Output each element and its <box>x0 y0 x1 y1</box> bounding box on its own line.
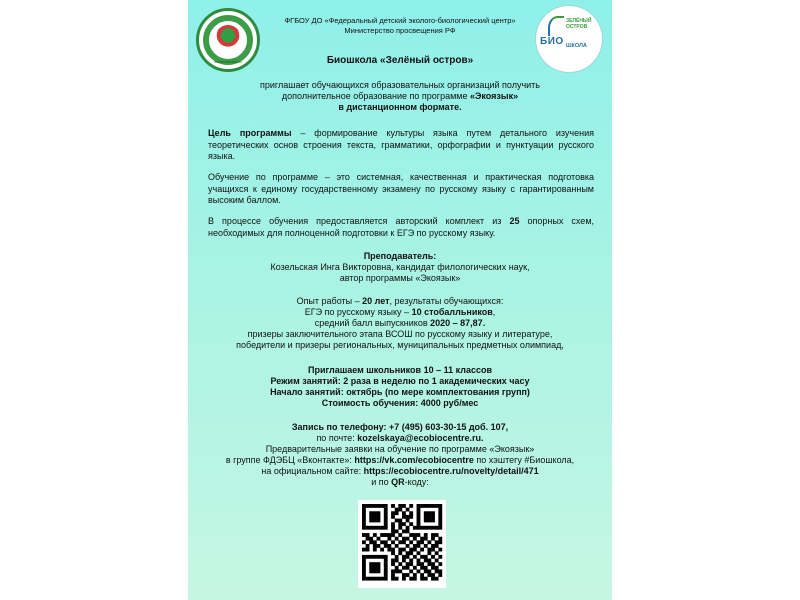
qr-module <box>362 548 366 552</box>
qr-module <box>402 529 406 533</box>
qr-module <box>362 566 366 570</box>
qr-module <box>384 515 388 519</box>
qr-module <box>373 540 377 544</box>
qr-module <box>373 515 377 519</box>
qr-module <box>417 508 421 512</box>
qr-module <box>398 526 402 530</box>
qr-module <box>391 515 395 519</box>
qr-module <box>435 577 439 581</box>
qr-module <box>409 569 413 573</box>
qr-module <box>409 515 413 519</box>
qr-module <box>417 562 421 566</box>
qr-module <box>384 511 388 515</box>
qr-module <box>377 537 381 541</box>
qr-module <box>438 526 442 530</box>
qr-module <box>362 555 366 559</box>
qr-module <box>369 562 373 566</box>
qr-module <box>384 526 388 530</box>
qr-module <box>377 515 381 519</box>
qr-module <box>402 555 406 559</box>
qr-module <box>362 519 366 523</box>
qr-module <box>431 504 435 508</box>
qr-module <box>377 544 381 548</box>
qr-module <box>417 533 421 537</box>
qr-module <box>413 566 417 570</box>
qr-module <box>420 526 424 530</box>
qr-module <box>384 504 388 508</box>
qr-module <box>362 522 366 526</box>
qr-module <box>406 515 410 519</box>
experience-info: Опыт работы – 20 лет, результаты обучающихся: ЕГЭ по русскому языку – 10 стобалльников, средний балл выпускников 2020 – 87,87. призеры заключительного этапа ВСОШ по русскому языку и литературе, победители и призеры региональных, муниципальных предметных олимпиад, <box>236 296 564 350</box>
qr-module <box>424 559 428 563</box>
qr-module <box>369 519 373 523</box>
qr-module <box>435 540 439 544</box>
qr-module <box>384 533 388 537</box>
qr-module <box>409 551 413 555</box>
organization-header <box>270 16 530 36</box>
qr-module <box>409 504 413 508</box>
email-link[interactable]: kozelskaya@ecobiocentre.ru. <box>357 433 484 443</box>
qr-module <box>420 577 424 581</box>
qr-module <box>435 533 439 537</box>
qr-module <box>427 548 431 552</box>
qr-module <box>413 537 417 541</box>
org-name: ФГБОУ ДО «Федеральный детский эколого-биологический центр» <box>284 16 516 25</box>
qr-module <box>417 522 421 526</box>
qr-module <box>373 569 377 573</box>
qr-module <box>435 569 439 573</box>
qr-module <box>369 515 373 519</box>
qr-module <box>409 540 413 544</box>
qr-module <box>387 537 391 541</box>
qr-module <box>427 569 431 573</box>
qr-module <box>402 540 406 544</box>
ministry-name: Министерство просвещения РФ <box>344 26 456 35</box>
qr-module <box>431 562 435 566</box>
qr-module <box>384 555 388 559</box>
qr-module <box>373 555 377 559</box>
qr-module <box>391 559 395 563</box>
qr-module <box>431 544 435 548</box>
qr-module <box>373 504 377 508</box>
qr-module <box>409 533 413 537</box>
logo-site-text: ecobiocentre.ru <box>214 59 242 64</box>
qr-module <box>380 533 384 537</box>
qr-module <box>427 573 431 577</box>
qr-module <box>398 508 402 512</box>
qr-module <box>395 519 399 523</box>
qr-module <box>395 566 399 570</box>
qr-module <box>438 548 442 552</box>
qr-module <box>380 526 384 530</box>
qr-code-image <box>358 500 446 588</box>
qr-module <box>384 562 388 566</box>
qr-module <box>362 511 366 515</box>
qr-module <box>391 540 395 544</box>
qr-module <box>362 577 366 581</box>
qr-module <box>413 577 417 581</box>
qr-module <box>395 555 399 559</box>
qr-module <box>402 548 406 552</box>
qr-module <box>377 519 381 523</box>
qr-module <box>427 540 431 544</box>
vk-link[interactable]: https://vk.com/ecobiocentre <box>354 455 474 465</box>
qr-module <box>424 504 428 508</box>
qr-module <box>406 508 410 512</box>
qr-module <box>384 566 388 570</box>
qr-module <box>427 519 431 523</box>
qr-module <box>366 526 370 530</box>
qr-module <box>380 540 384 544</box>
qr-module <box>369 569 373 573</box>
qr-module <box>406 544 410 548</box>
qr-module <box>391 522 395 526</box>
qr-module <box>391 533 395 537</box>
qr-module <box>427 551 431 555</box>
qr-module <box>369 504 373 508</box>
qr-module <box>438 522 442 526</box>
qr-module <box>380 504 384 508</box>
qr-module <box>409 559 413 563</box>
qr-module <box>431 533 435 537</box>
qr-module <box>391 526 395 530</box>
qr-module <box>384 519 388 523</box>
qr-module <box>406 529 410 533</box>
qr-module <box>373 544 377 548</box>
contacts-info: Запись по телефону: +7 (495) 603-30-15 доб. 107, по почте: kozelskaya@ecobiocentre.ru. Предварительные заявки на обучение по программе «Экоязык» в группе ФДЭБЦ «Вконтакте»: https://vk.com/ecobiocentre по хэштегу #Биошкола, на официальном сайте: https://ecobiocentre.ru/novelty/detail/471 и по QR-коду: <box>198 422 602 488</box>
qr-module <box>427 559 431 563</box>
qr-module <box>402 559 406 563</box>
qr-module <box>373 511 377 515</box>
qr-module <box>424 569 428 573</box>
qr-module <box>369 526 373 530</box>
qr-module <box>417 515 421 519</box>
qr-module <box>409 562 413 566</box>
phone-number: Запись по телефону: +7 (495) 603-30-15 доб. 107, <box>291 422 509 432</box>
qr-module <box>391 577 395 581</box>
qr-module <box>373 566 377 570</box>
qr-module <box>406 573 410 577</box>
qr-module <box>406 537 410 541</box>
qr-module <box>431 577 435 581</box>
qr-module <box>424 555 428 559</box>
qr-module <box>424 544 428 548</box>
website-link[interactable]: https://ecobiocentre.ru/novelty/detail/471 <box>363 466 539 476</box>
qr-module <box>377 569 381 573</box>
qr-module <box>431 566 435 570</box>
qr-module <box>435 551 439 555</box>
qr-module <box>420 540 424 544</box>
qr-module <box>398 504 402 508</box>
qr-module <box>398 522 402 526</box>
qr-module <box>391 573 395 577</box>
qr-module <box>406 566 410 570</box>
qr-module <box>431 548 435 552</box>
qr-module <box>362 504 366 508</box>
qr-module <box>366 544 370 548</box>
qr-module <box>417 504 421 508</box>
qr-module <box>438 504 442 508</box>
qr-module <box>438 515 442 519</box>
qr-module <box>409 511 413 515</box>
leaf-icon <box>548 16 564 36</box>
qr-module <box>424 537 428 541</box>
qr-module <box>402 573 406 577</box>
program-goal: Цель программы – формирование культуры языка путем детального изучения теоретических основ строения текста, грамматики, орфографии и пунктуации русского языка. <box>208 128 594 161</box>
qr-module <box>366 555 370 559</box>
qr-module <box>387 544 391 548</box>
qr-module <box>380 555 384 559</box>
qr-module <box>438 511 442 515</box>
logo-green-island: ЗЕЛЁНЫЙ ОСТРОВ <box>566 18 592 30</box>
qr-module <box>406 551 410 555</box>
qr-module <box>366 537 370 541</box>
qr-module <box>395 529 399 533</box>
qr-module <box>362 562 366 566</box>
qr-module <box>402 515 406 519</box>
qr-module <box>406 526 410 530</box>
qr-module <box>373 533 377 537</box>
qr-module <box>398 562 402 566</box>
qr-module <box>369 566 373 570</box>
qr-module <box>438 519 442 523</box>
qr-module <box>413 526 417 530</box>
qr-module <box>435 559 439 563</box>
qr-module <box>391 548 395 552</box>
qr-module <box>369 537 373 541</box>
qr-module <box>424 533 428 537</box>
qr-module <box>431 526 435 530</box>
qr-module <box>398 519 402 523</box>
qr-module <box>369 555 373 559</box>
qr-module <box>413 533 417 537</box>
qr-module <box>395 511 399 515</box>
qr-module <box>391 504 395 508</box>
qr-module <box>413 548 417 552</box>
qr-module <box>427 526 431 530</box>
qr-module <box>435 504 439 508</box>
qr-module <box>373 519 377 523</box>
qr-module <box>398 548 402 552</box>
logo-bio: БИО <box>540 36 564 47</box>
qr-module <box>387 533 391 537</box>
qr-module <box>413 555 417 559</box>
qr-module <box>431 537 435 541</box>
qr-module <box>362 526 366 530</box>
qr-module <box>391 569 395 573</box>
qr-module <box>438 573 442 577</box>
qr-module <box>395 569 399 573</box>
qr-module <box>384 569 388 573</box>
qr-module <box>431 515 435 519</box>
qr-module <box>369 511 373 515</box>
qr-module <box>438 562 442 566</box>
qr-module <box>424 511 428 515</box>
qr-module <box>417 540 421 544</box>
qr-module <box>420 555 424 559</box>
tree-map-icon <box>215 25 241 51</box>
qr-module <box>427 504 431 508</box>
qr-module <box>424 566 428 570</box>
qr-module <box>413 573 417 577</box>
qr-module <box>431 519 435 523</box>
qr-module <box>377 526 381 530</box>
qr-module <box>406 519 410 523</box>
qr-module <box>395 577 399 581</box>
qr-module <box>391 551 395 555</box>
qr-module <box>398 533 402 537</box>
qr-module <box>366 504 370 508</box>
qr-module <box>362 533 366 537</box>
qr-module <box>395 537 399 541</box>
qr-module <box>377 504 381 508</box>
qr-module <box>424 526 428 530</box>
qr-module <box>398 569 402 573</box>
qr-module <box>377 562 381 566</box>
qr-module <box>431 555 435 559</box>
qr-module <box>377 566 381 570</box>
qr-module <box>417 511 421 515</box>
qr-module <box>431 573 435 577</box>
poster <box>188 0 612 600</box>
qr-module <box>362 573 366 577</box>
qr-module <box>366 533 370 537</box>
qr-module <box>409 548 413 552</box>
qr-module <box>431 511 435 515</box>
qr-module <box>369 540 373 544</box>
qr-module <box>420 504 424 508</box>
qr-module <box>406 555 410 559</box>
qr-module <box>427 515 431 519</box>
qr-module <box>420 537 424 541</box>
qr-module <box>366 577 370 581</box>
qr-module <box>438 569 442 573</box>
qr-module <box>391 529 395 533</box>
qr-module <box>373 562 377 566</box>
qr-module <box>362 508 366 512</box>
logo-school: ШКОЛА <box>566 43 587 49</box>
qr-module <box>384 508 388 512</box>
qr-module <box>366 548 370 552</box>
qr-module <box>402 504 406 508</box>
qr-module <box>391 511 395 515</box>
qr-module <box>380 548 384 552</box>
qr-module <box>420 548 424 552</box>
qr-module <box>427 511 431 515</box>
qr-module <box>417 569 421 573</box>
qr-module <box>398 551 402 555</box>
intro-text: приглашает обучающихся образовательных организаций получить дополнительное образование по программе «Экоязык» в дистанционном формате. <box>259 80 540 112</box>
qr-module <box>362 540 366 544</box>
qr-module <box>395 544 399 548</box>
qr-module <box>377 555 381 559</box>
qr-module <box>417 559 421 563</box>
qr-module <box>362 515 366 519</box>
schedule-info: Приглашаем школьников 10 – 11 классов Режим занятий: 2 раза в неделю по 1 академических часу Начало занятий: октябрь (по мере комплектования групп) Стоимость обучения: 4000 руб/мес <box>270 365 530 408</box>
qr-module <box>395 508 399 512</box>
qr-module <box>402 522 406 526</box>
qr-module <box>417 551 421 555</box>
qr-module <box>402 511 406 515</box>
qr-module <box>384 540 388 544</box>
qr-module <box>435 526 439 530</box>
qr-module <box>438 555 442 559</box>
qr-module <box>377 577 381 581</box>
qr-module <box>369 577 373 581</box>
author-kit: В процессе обучения предоставляется авторский комплект из 25 опорных схем, необходимых для полноценной подготовки к ЕГЭ по русскому языку. <box>208 216 595 238</box>
qr-module <box>417 544 421 548</box>
qr-module <box>420 573 424 577</box>
qr-module <box>438 508 442 512</box>
qr-module <box>395 559 399 563</box>
qr-module <box>384 522 388 526</box>
qr-module <box>362 559 366 563</box>
qr-module <box>402 566 406 570</box>
qr-module <box>435 566 439 570</box>
qr-module <box>409 577 413 581</box>
qr-module <box>438 537 442 541</box>
qr-module <box>373 526 377 530</box>
qr-module <box>417 526 421 530</box>
qr-module <box>424 577 428 581</box>
qr-module <box>373 577 377 581</box>
qr-module <box>391 562 395 566</box>
qr-module <box>417 519 421 523</box>
qr-module <box>384 577 388 581</box>
qr-module <box>406 562 410 566</box>
qr-module <box>362 569 366 573</box>
qr-module <box>402 577 406 581</box>
qr-module <box>427 562 431 566</box>
qr-module <box>424 519 428 523</box>
page-title: Биошкола «Зелёный остров» <box>326 55 474 66</box>
qr-module <box>438 540 442 544</box>
qr-module <box>435 544 439 548</box>
qr-module <box>384 544 388 548</box>
teacher-info: Преподаватель: Козельская Инга Викторовна, кандидат филологических наук, автор программы «Экоязык» <box>270 251 530 283</box>
qr-module <box>384 573 388 577</box>
qr-module <box>387 548 391 552</box>
qr-module <box>384 559 388 563</box>
qr-module <box>377 511 381 515</box>
qr-module <box>420 566 424 570</box>
training-description: Обучение по программе – это системная, качественная и практическая подготовка учащихся к единому государственному экзамену по русскому языку с гарантированным высоким баллом. <box>208 172 594 205</box>
qr-module <box>373 548 377 552</box>
qr-module <box>420 562 424 566</box>
qr-code[interactable] <box>358 500 446 588</box>
qr-module <box>413 544 417 548</box>
qr-module <box>424 515 428 519</box>
qr-module <box>402 537 406 541</box>
qr-module <box>398 540 402 544</box>
qr-module <box>409 522 413 526</box>
qr-module <box>380 577 384 581</box>
